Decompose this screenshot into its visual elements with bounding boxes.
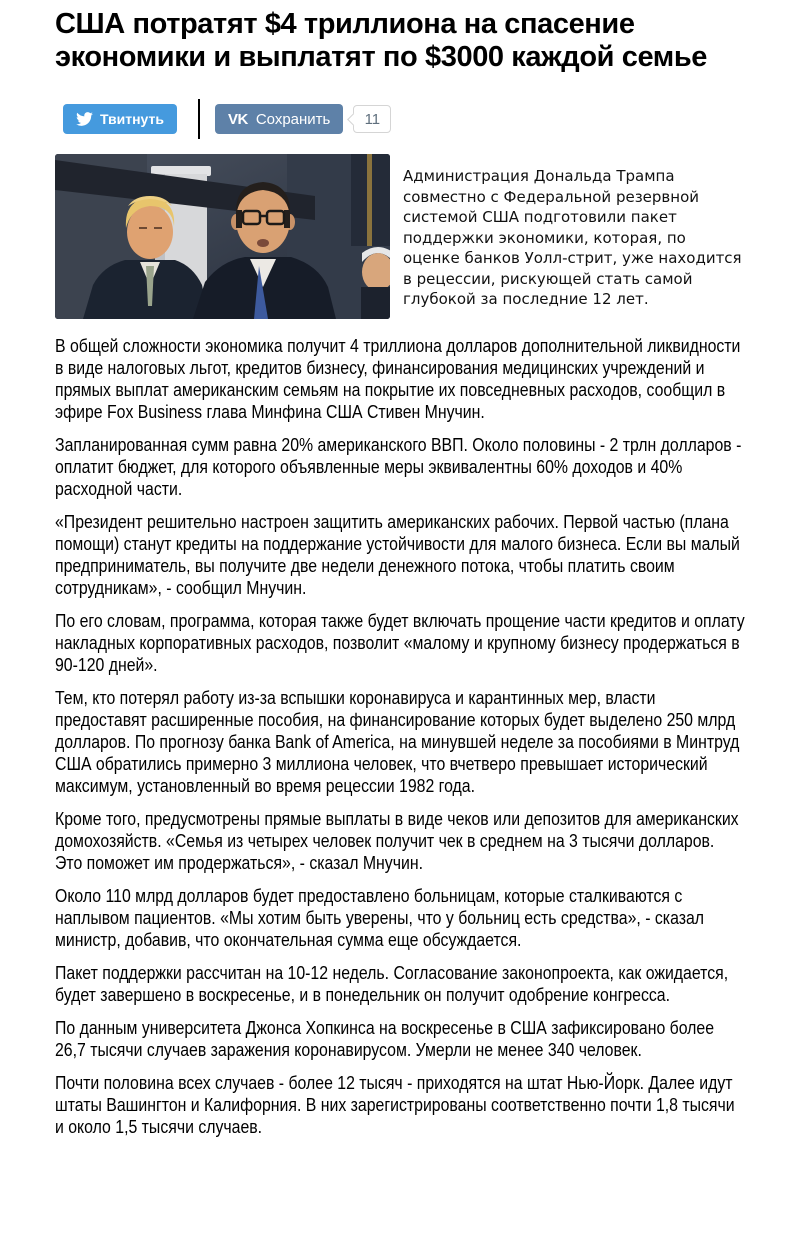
article-body [55,335,745,1138]
paragraph: Тем, кто потерял работу из-за вспышки коронавируса и карантинных мер, власти предоставят расширенные пособия, на финансирование которых будет выделено 250 млрд долларов. По прогнозу банка Bank of America, на минувшей неделе за пособиями в Минтруд США обратились примерно 3 миллиона человек, что вчетверо превышает исторический максимум, установленный во время рецессии 1982 года. [55,688,740,796]
paragraph: В общей сложности экономика получит 4 триллиона долларов дополнительной ликвидности в виде налоговых льгот, кредитов бизнесу, финансирования медицинских учреждений и прямых выплат американским семьям на покрытие их повседневных расходов, сообщил в эфире Fox Business глава Минфина США Стивен Мнучин. [55,336,741,422]
share-bar [63,99,745,139]
article-lead: Администрация Дональда Трампа совместно с Федеральной резервной системой США подготовили пакет поддержки экономики, которая, по оценке банков Уолл-стрит, уже находится в рецессии, рискующей стать самой глубокой за последние 12 лет. [403,167,742,308]
press-conference-illustration [55,154,390,319]
twitter-bird-icon [76,112,93,126]
tweet-button-label: Твитнуть [100,111,164,127]
paragraph: «Президент решительно настроен защитить американских рабочих. Первой частью (плана помощи) станут кредиты на поддержание устойчивости для малого бизнеса. Если вы малый предприниматель, вы получите две недели денежного потока, чтобы платить своим сотрудникам», - сообщил Мнучин. [55,512,740,598]
paragraph: Пакет поддержки рассчитан на 10-12 недель. Согласование законопроекта, как ожидается, будет завершено в воскресенье, и в понедельник он получит одобрение конгресса. [55,963,729,1005]
paragraph: Запланированная сумм равна 20% американского ВВП. Около половины - 2 трлн долларов - оплатит бюджет, для которого объявленные меры эквивалентны 60% доходов и 40% расходной части. [55,435,742,499]
vk-share-count: 11 [364,110,381,128]
paragraph: Около 110 млрд долларов будет предоставлено больницам, которые сталкиваются с наплывом пациентов. «Мы хотим быть уверены, что у больниц есть средства», - сказал министр, добавив, что окончательная сумма еще обсуждается. [55,886,705,950]
vk-logo-icon: VK [227,110,248,128]
paragraph: Почти половина всех случаев - более 12 тысяч - приходятся на штат Нью-Йорк. Далее идут штаты Вашингтон и Калифорния. В них зарегистрированы соответственно почти 1,8 тысячи и около 1,5 тысячи случаев. [55,1073,735,1137]
vk-save-button[interactable] [215,104,343,134]
paragraph: Кроме того, предусмотрены прямые выплаты в виде чеков или депозитов для американских домохозяйств. «Семья из четырех человек получит чек в среднем на 3 тысячи долларов. Это поможет им продержаться», - сказал Мнучин. [55,809,739,873]
tweet-button[interactable] [63,104,177,134]
article-photo [55,154,390,319]
share-divider [198,99,200,139]
vk-save-button-label: Сохранить [255,110,331,128]
vk-share-count-badge [353,105,391,133]
paragraph: По данным университета Джонса Хопкинса на воскресенье в США зафиксировано более 26,7 тысячи случаев заражения коронавирусом. Умерли не менее 340 человек. [55,1018,715,1060]
paragraph: По его словам, программа, которая также будет включать прощение части кредитов и оплату накладных корпоративных расходов, позволит «малому и крупному бизнесу продержаться в 90-120 дней». [55,611,745,675]
article-title: США потратят $4 триллиона на спасение экономики и выплатят по $3000 каждой семье [55,8,707,73]
lead-section [55,154,745,319]
